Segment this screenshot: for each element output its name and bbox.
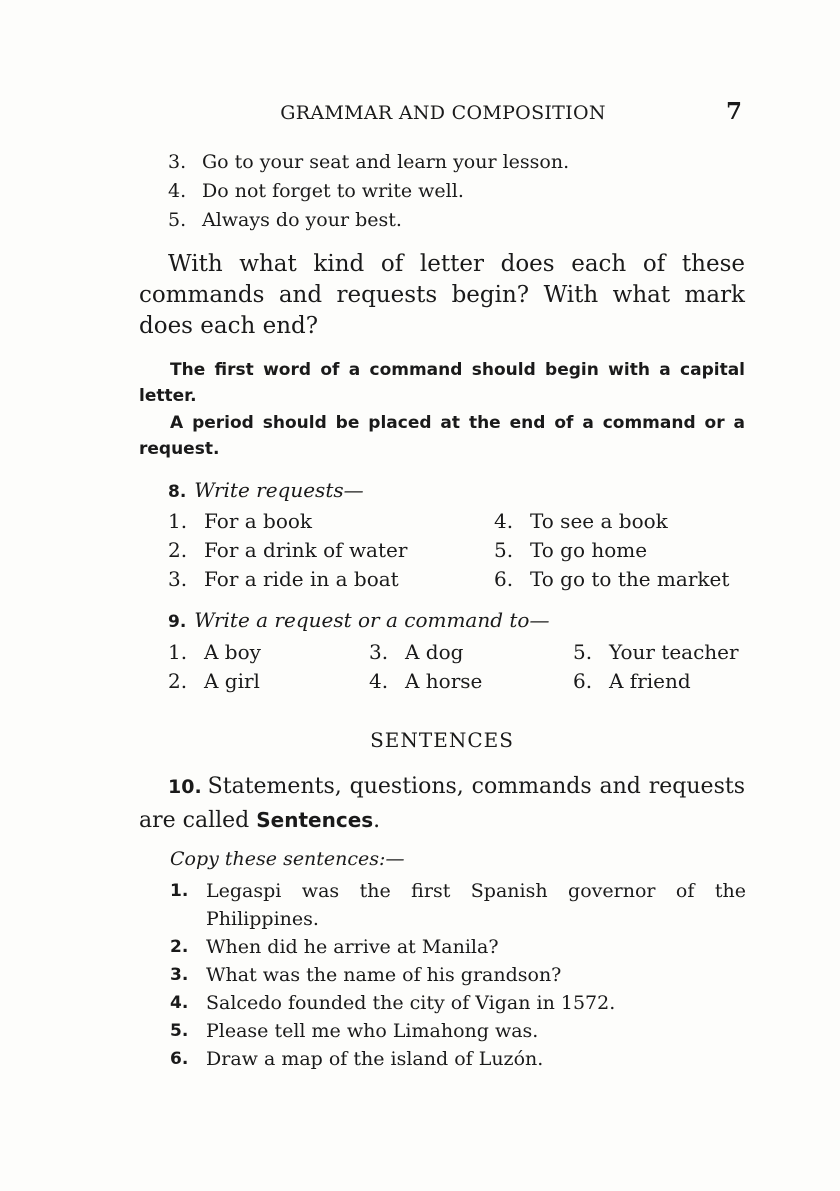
item-number: 4. [168, 180, 187, 202]
item-text: Salcedo founded the city of Vigan in 1572. [206, 992, 616, 1014]
item-number: 4. [494, 509, 514, 533]
item-number: 6. [170, 1049, 189, 1069]
item-text: A dog [405, 640, 464, 664]
list-item [494, 507, 668, 536]
item-text: To see a book [530, 509, 668, 533]
item-text: To go home [530, 538, 648, 562]
exercise-instruction: Write requests— [194, 478, 364, 502]
rule-period [139, 410, 745, 462]
item-number: 1. [168, 509, 188, 533]
item-text: When did he arrive at Manila? [206, 936, 499, 958]
item-text: A boy [204, 640, 261, 664]
running-header [140, 100, 746, 130]
list-item [170, 877, 746, 933]
list-item [573, 667, 691, 696]
item-number: 1. [170, 881, 189, 901]
header-title: GRAMMAR AND COMPOSITION [280, 102, 606, 124]
defined-term: Sentences [256, 808, 374, 832]
item-number: 2. [168, 669, 188, 693]
list-item [494, 565, 729, 594]
exercise-8-title [168, 478, 364, 502]
item-number: 5. [168, 209, 187, 231]
list-item [168, 536, 407, 565]
item-number: 2. [168, 538, 188, 562]
item-text: A friend [609, 669, 691, 693]
definition-text: Statements, questions, commands and requests are called [139, 774, 745, 833]
question-paragraph: With what kind of letter does each of these commands and requests begin? With what mark does each end? [139, 251, 745, 339]
item-number: 5. [494, 538, 514, 562]
sentences-definition [139, 770, 745, 837]
list-item [168, 667, 260, 696]
item-text: Legaspi was the first Spanish governor of the Philippines. [206, 880, 746, 930]
list-item [168, 177, 569, 206]
list-item [369, 638, 463, 667]
item-text: A horse [405, 669, 483, 693]
item-number: 4. [369, 669, 389, 693]
exercise-number: 8. [168, 482, 187, 502]
exercise-number: 10. [168, 776, 202, 798]
list-item [170, 961, 746, 989]
item-number: 5. [573, 640, 593, 664]
item-text: To go to the market [530, 567, 730, 591]
item-text: Do not forget to write well. [202, 180, 464, 202]
exercise-instruction: Write a request or a command to— [194, 608, 550, 632]
item-number: 6. [573, 669, 593, 693]
section-heading: SENTENCES [370, 728, 514, 752]
item-text: For a ride in a boat [204, 567, 399, 591]
item-number: 3. [369, 640, 389, 664]
item-number: 5. [170, 1021, 189, 1041]
list-item [168, 565, 399, 594]
rule-capital-letter [139, 357, 745, 409]
list-item [170, 989, 746, 1017]
rule-text: A period should be placed at the end of a command or a request. [139, 413, 745, 459]
exercise-number: 9. [168, 612, 187, 632]
item-number: 4. [170, 993, 189, 1013]
list-item [573, 638, 739, 667]
rule-text: The first word of a command should begin with a capital letter. [139, 360, 745, 406]
item-number: 3. [168, 151, 187, 173]
item-text: Always do your best. [202, 209, 402, 231]
item-text: For a drink of water [204, 538, 408, 562]
list-item [494, 536, 647, 565]
list-item [170, 1017, 746, 1045]
item-text: Please tell me who Limahong was. [206, 1020, 539, 1042]
list-item [170, 933, 746, 961]
list-item [168, 206, 569, 235]
list-item [168, 638, 261, 667]
item-number: 6. [494, 567, 514, 591]
copy-instruction: Copy these sentences:— [170, 848, 405, 870]
item-text: A girl [204, 669, 260, 693]
list-item [369, 667, 482, 696]
list-item [168, 507, 312, 536]
item-text: Your teacher [609, 640, 739, 664]
item-text: What was the name of his grandson? [206, 964, 562, 986]
item-number: 3. [170, 965, 189, 985]
item-text: Draw a map of the island of Luzón. [206, 1048, 544, 1070]
sentence-list [170, 877, 746, 1073]
item-number: 3. [168, 567, 188, 591]
exercise-9-title [168, 608, 549, 632]
item-text: For a book [204, 509, 313, 533]
top-numbered-list [168, 148, 569, 235]
item-text: Go to your seat and learn your lesson. [202, 151, 570, 173]
item-number: 1. [168, 640, 188, 664]
definition-end: . [373, 808, 381, 833]
list-item [168, 148, 569, 177]
page-number: 7 [725, 98, 742, 125]
item-number: 2. [170, 937, 189, 957]
list-item [170, 1045, 746, 1073]
